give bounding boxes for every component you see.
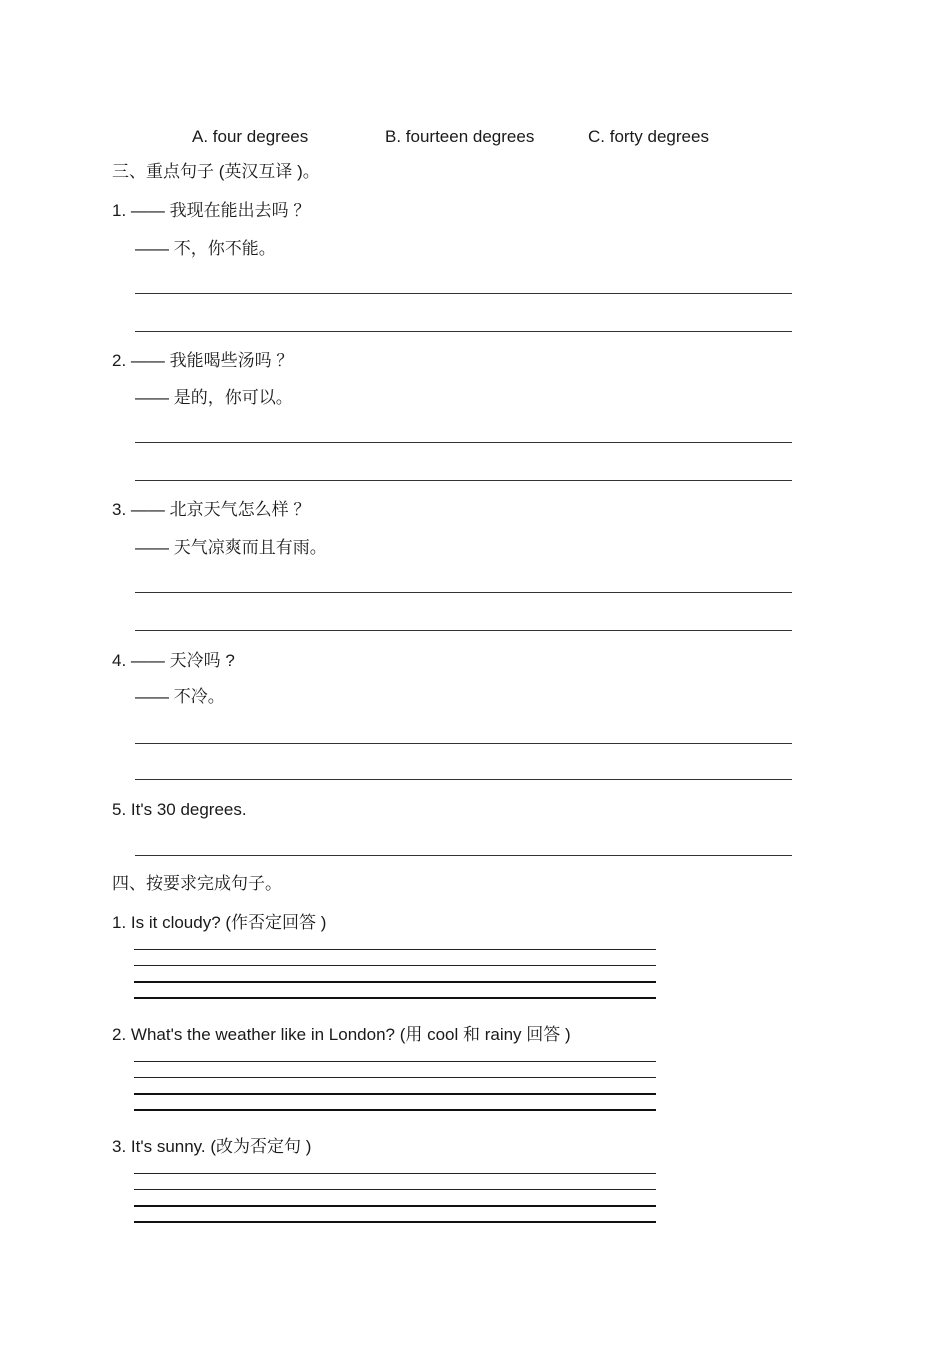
s4-q2-question: 2. What's the weather like in London? (用 cool 和 rainy 回答 ) xyxy=(112,1025,571,1044)
option-c: C. forty degrees xyxy=(588,127,709,146)
s3-q2-question: 2. —— 我能喝些汤吗 ？ xyxy=(112,351,294,370)
s3-q4-answer-line-2[interactable] xyxy=(135,779,792,780)
s4-q1-question: 1. Is it cloudy? (作否定回答 ) xyxy=(112,913,327,932)
s3-q5-answer-line[interactable] xyxy=(135,855,792,856)
s4-q1-writing-line-4[interactable] xyxy=(134,997,656,999)
option-a: A. four degrees xyxy=(192,127,309,146)
s4-q3-writing-line-2[interactable] xyxy=(134,1189,656,1190)
s4-q3-question: 3. It's sunny. (改为否定句 ) xyxy=(112,1137,312,1156)
s3-q4-answer: —— 不冷。 xyxy=(135,687,225,706)
s4-q3-writing-line-3[interactable] xyxy=(134,1205,656,1207)
s3-q2-answer-line-1[interactable] xyxy=(135,442,792,443)
section3-heading: 三、重点句子 (英汉互译 )。 xyxy=(112,162,320,181)
s4-q1-writing-line-2[interactable] xyxy=(134,965,656,966)
s4-q3-writing-line-4[interactable] xyxy=(134,1221,656,1223)
s3-q3-answer-line-2[interactable] xyxy=(135,630,792,631)
s3-q2-answer-line-2[interactable] xyxy=(135,480,792,481)
s3-q1-answer: —— 不，你不能。 xyxy=(135,239,276,258)
s3-q1-answer-line-1[interactable] xyxy=(135,293,792,294)
s3-q3-answer: —— 天气凉爽而且有雨。 xyxy=(135,538,327,557)
section4-heading: 四、按要求完成句子。 xyxy=(112,874,282,893)
s4-q2-writing-line-1[interactable] xyxy=(134,1061,656,1062)
s4-q2-writing-line-2[interactable] xyxy=(134,1077,656,1078)
s4-q1-writing-line-1[interactable] xyxy=(134,949,656,950)
s3-q1-question: 1. —— 我现在能出去吗 ？ xyxy=(112,201,311,220)
s3-q3-answer-line-1[interactable] xyxy=(135,592,792,593)
s3-q2-answer: —— 是的，你可以。 xyxy=(135,388,293,407)
s3-q3-question: 3. —— 北京天气怎么样 ？ xyxy=(112,500,311,519)
s4-q2-writing-line-3[interactable] xyxy=(134,1093,656,1095)
s3-q4-answer-line-1[interactable] xyxy=(135,743,792,744)
s3-q1-answer-line-2[interactable] xyxy=(135,331,792,332)
s4-q3-writing-line-1[interactable] xyxy=(134,1173,656,1174)
s4-q1-writing-line-3[interactable] xyxy=(134,981,656,983)
s3-q4-question: 4. —— 天冷吗 ? xyxy=(112,651,235,670)
s3-q5-question: 5. It's 30 degrees. xyxy=(112,800,247,819)
option-b: B. fourteen degrees xyxy=(385,127,535,146)
s4-q2-writing-line-4[interactable] xyxy=(134,1109,656,1111)
